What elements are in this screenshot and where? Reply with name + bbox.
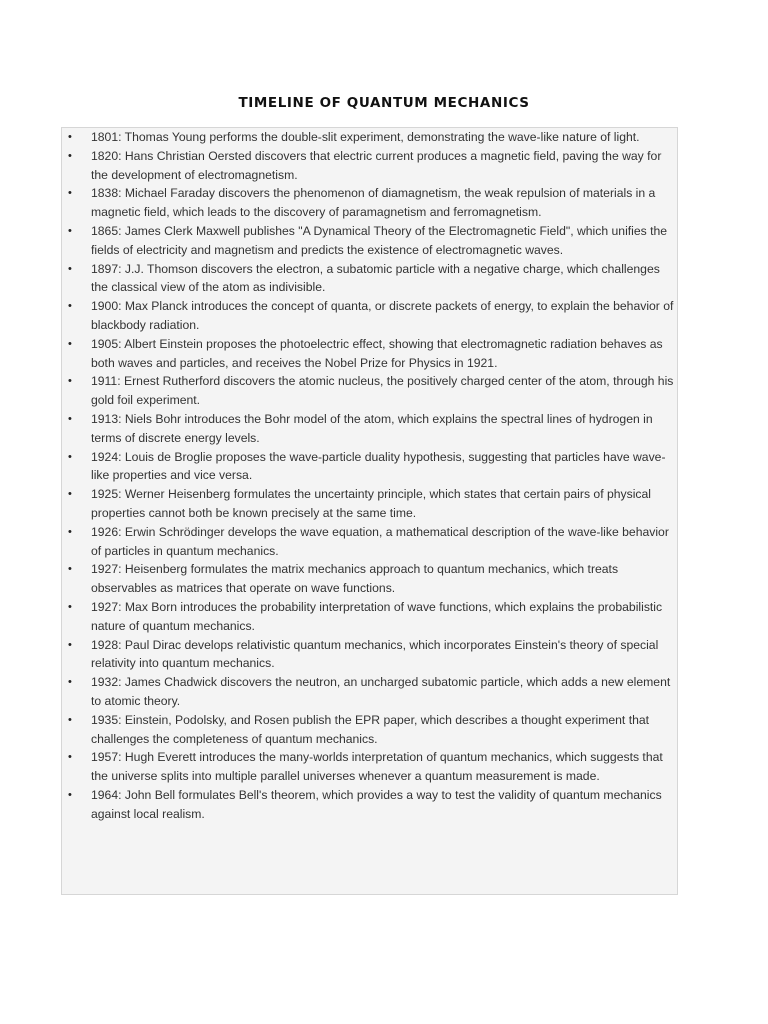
timeline-item-text: 1957: Hugh Everett introduces the many-worlds interpretation of quantum mechanics, which suggests that the universe splits into multiple parallel universes whenever a quantum measurement is made. xyxy=(91,750,663,784)
timeline-item xyxy=(68,485,677,523)
timeline-item-text: 1911: Ernest Rutherford discovers the atomic nucleus, the positively charged center of the atom, through his gold foil experiment. xyxy=(91,374,674,408)
timeline-item-text: 1820: Hans Christian Oersted discovers that electric current produces a magnetic field, paving the way for the development of electromagnetism. xyxy=(91,148,662,182)
timeline-item-text: 1927: Heisenberg formulates the matrix mechanics approach to quantum mechanics, which treats observables as matrices that operate on wave functions. xyxy=(91,562,619,596)
bullet-icon: • xyxy=(68,187,72,200)
timeline-item-text: 1928: Paul Dirac develops relativistic quantum mechanics, which incorporates Einstein's theory of special relativity into quantum mechanics. xyxy=(91,637,659,671)
bullet-icon: • xyxy=(68,450,72,463)
timeline-item xyxy=(68,222,677,260)
timeline-item-text: 1897: J.J. Thomson discovers the electron, a subatomic particle with a negative charge, which challenges the classical view of the atom as indivisible. xyxy=(91,261,660,295)
timeline-item-text: 1932: James Chadwick discovers the neutron, an uncharged subatomic particle, which adds a new element to atomic theory. xyxy=(91,675,671,708)
bullet-icon: • xyxy=(68,713,72,726)
bullet-icon: • xyxy=(68,600,72,613)
bullet-icon: • xyxy=(68,131,72,143)
bullet-icon: • xyxy=(68,488,72,501)
timeline-item xyxy=(68,147,677,185)
timeline-item-text: 1905: Albert Einstein proposes the photoelectric effect, showing that electromagnetic radiation behaves as both waves and particles, and receives the Nobel Prize for Physics in 1921. xyxy=(91,336,663,370)
bullet-icon: • xyxy=(68,412,72,425)
timeline-item xyxy=(68,372,677,410)
timeline-item-text: 1801: Thomas Young performs the double-slit experiment, demonstrating the wave-like nature of light. xyxy=(91,130,640,144)
bullet-icon: • xyxy=(68,563,72,576)
timeline-item-text: 1838: Michael Faraday discovers the phenomenon of diamagnetism, the weak repulsion of materials in a magnetic field, which leads to the discovery of paramagnetism and ferromagnetism. xyxy=(91,186,656,220)
timeline-item xyxy=(68,410,677,448)
bullet-icon: • xyxy=(68,751,72,764)
timeline-item xyxy=(68,523,677,561)
timeline-item xyxy=(68,786,677,824)
bullet-icon: • xyxy=(68,638,72,651)
timeline-item xyxy=(68,184,677,222)
timeline-item xyxy=(68,128,677,147)
timeline-item xyxy=(68,260,677,298)
timeline-item-text: 1865: James Clerk Maxwell publishes "A Dynamical Theory of the Electromagnetic Field", which unifies the fields of electricity and magnetism and predicts the existence of electromagnetic waves. xyxy=(91,223,668,257)
timeline-item xyxy=(68,673,677,711)
bullet-icon: • xyxy=(68,525,72,538)
timeline-item xyxy=(68,636,677,674)
timeline-item-text: 1935: Einstein, Podolsky, and Rosen publish the EPR paper, which describes a thought experiment that challenges the completeness of quantum mechanics. xyxy=(91,712,650,746)
page-title: TIMELINE OF QUANTUM MECHANICS xyxy=(238,95,530,111)
bullet-icon: • xyxy=(68,676,72,689)
bullet-icon: • xyxy=(68,375,72,388)
timeline-item xyxy=(68,598,677,636)
timeline-item xyxy=(68,748,677,786)
timeline-item xyxy=(68,560,677,598)
timeline-item xyxy=(68,711,677,749)
bullet-icon: • xyxy=(68,788,72,801)
timeline-box xyxy=(61,127,678,895)
timeline-list xyxy=(62,128,677,823)
timeline-item-text: 1900: Max Planck introduces the concept of quanta, or discrete packets of energy, to explain the behavior of blackbody radiation. xyxy=(91,299,674,332)
bullet-icon: • xyxy=(68,149,72,162)
bullet-icon: • xyxy=(68,262,72,275)
bullet-icon: • xyxy=(68,337,72,350)
timeline-item-text: 1964: John Bell formulates Bell's theorem, which provides a way to test the validity of quantum mechanics against local realism. xyxy=(91,787,662,821)
timeline-item xyxy=(68,297,677,335)
timeline-item xyxy=(68,448,677,486)
timeline-item-text: 1927: Max Born introduces the probability interpretation of wave functions, which explains the probabilistic nature of quantum mechanics. xyxy=(91,599,663,633)
timeline-item-text: 1913: Niels Bohr introduces the Bohr model of the atom, which explains the spectral lines of hydrogen in terms of discrete energy levels. xyxy=(91,411,653,445)
bullet-icon: • xyxy=(68,224,72,237)
bullet-icon: • xyxy=(68,300,72,313)
timeline-item-text: 1925: Werner Heisenberg formulates the uncertainty principle, which states that certain pairs of physical properties cannot both be known precisely at the same time. xyxy=(91,487,652,520)
timeline-item xyxy=(68,335,677,373)
timeline-item-text: 1926: Erwin Schrödinger develops the wave equation, a mathematical description of the wave-like behavior of particles in quantum mechanics. xyxy=(91,524,669,558)
timeline-item-text: 1924: Louis de Broglie proposes the wave-particle duality hypothesis, suggesting that particles have wave-like properties and vice versa. xyxy=(91,449,666,483)
